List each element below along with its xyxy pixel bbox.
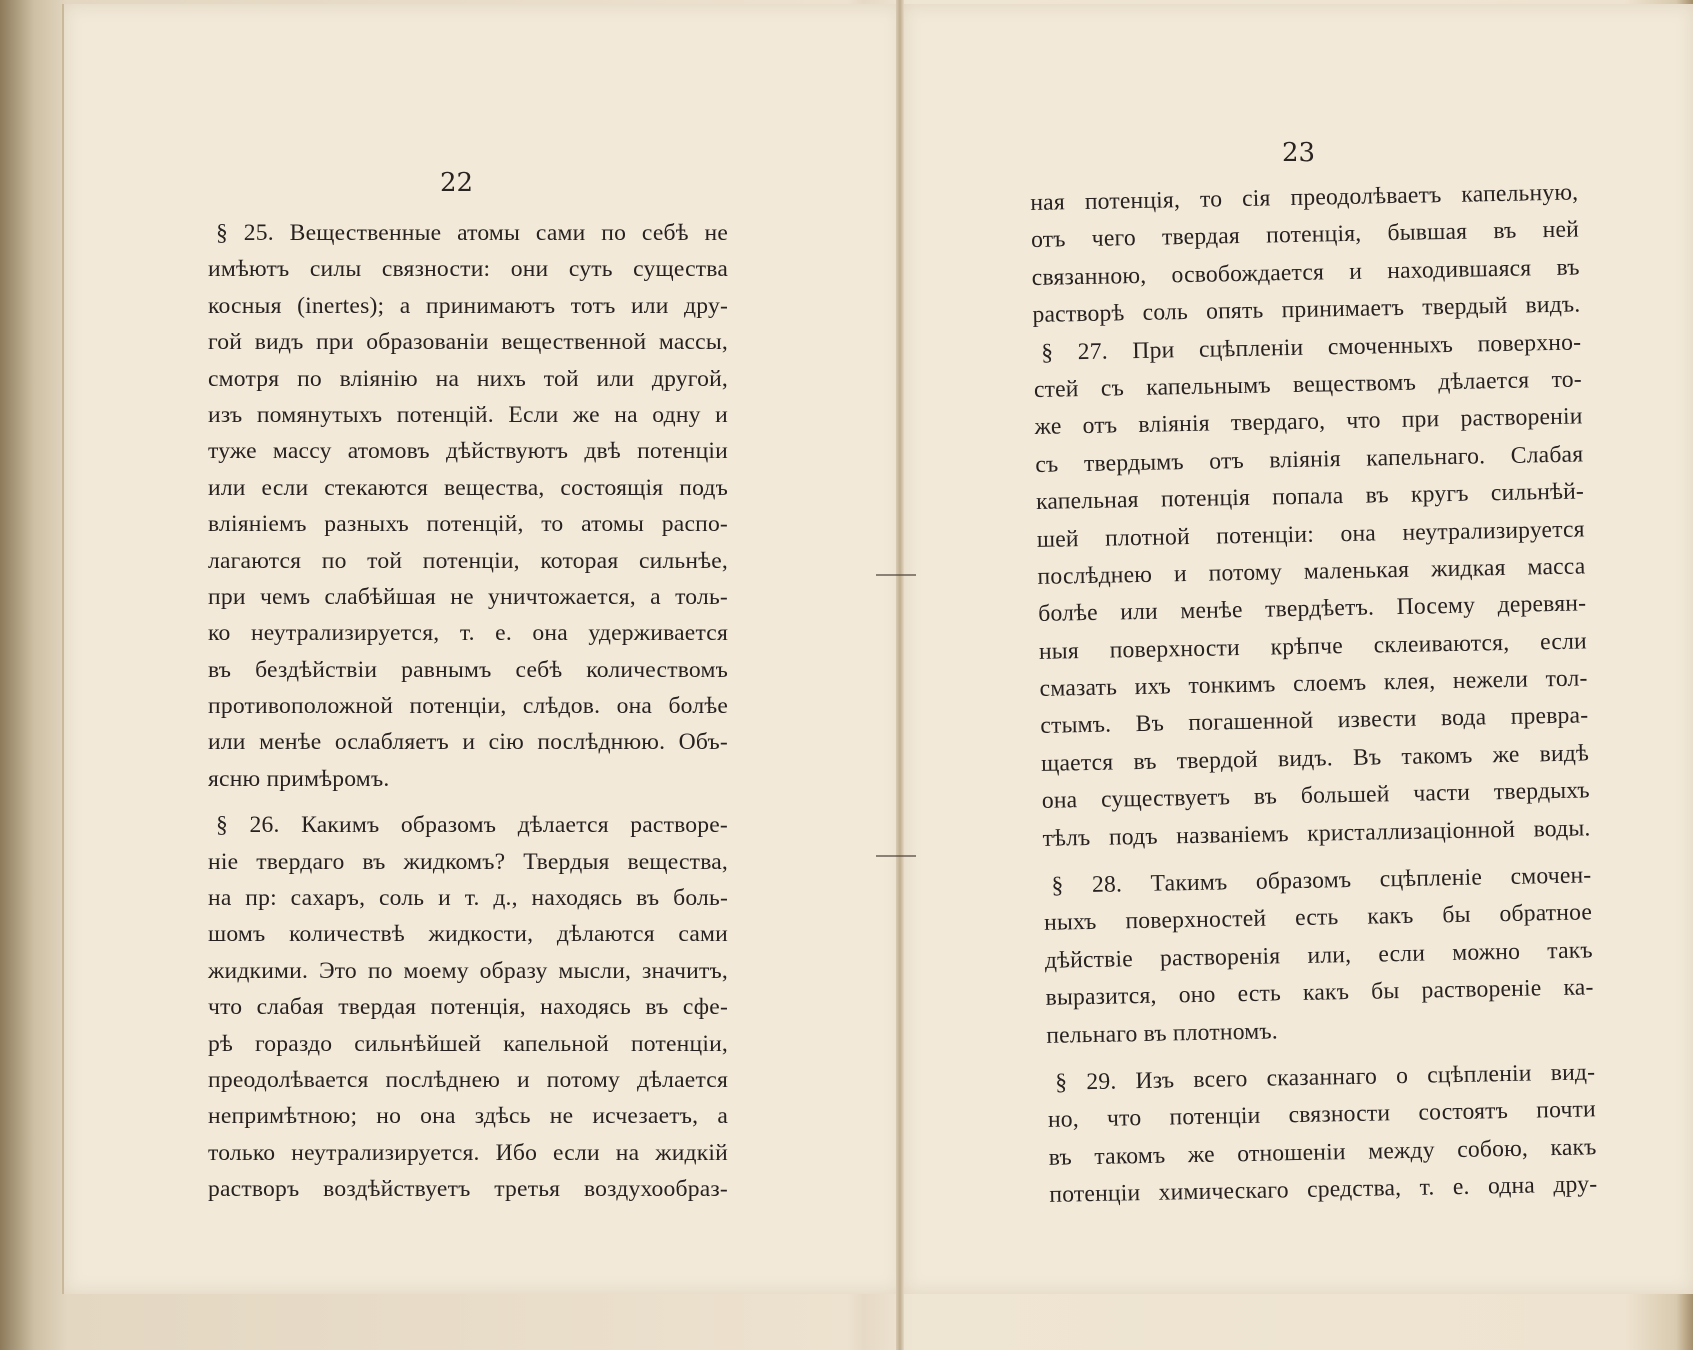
text-line: § 27. При сцѣпленіи смоченныхъ поверхно- bbox=[1040, 329, 1582, 366]
text-line: изъ помянутыхъ потенцій. Если же на одну и bbox=[208, 401, 728, 428]
text-line: шомъ количествѣ жидкости, дѣлаются сами bbox=[208, 921, 728, 948]
text-line: § 26. Какимъ образомъ дѣлается растворе- bbox=[216, 812, 728, 839]
text-line: лагаются по той потенціи, которая сильнѣе, bbox=[208, 547, 728, 574]
left-page-text bbox=[208, 215, 728, 1208]
right-page-number: 23 bbox=[1282, 138, 1316, 168]
text-line: жидкими. Это по моему образу мысли, значитъ, bbox=[208, 957, 728, 984]
text-line: связанною, освобождается и находившаяся въ bbox=[1031, 254, 1580, 291]
text-line: § 25. Вещественные атомы сами по себѣ не bbox=[216, 220, 728, 246]
text-line: непримѣтною; но она здѣсь не исчезаетъ, а bbox=[208, 1103, 728, 1130]
text-line: ніе твердаго въ жидкомъ? Твердыя вещества, bbox=[208, 848, 728, 875]
text-line: только неутрализируется. Ибо если на жидкій bbox=[208, 1139, 728, 1166]
text-line: ясню примѣромъ. bbox=[208, 765, 390, 792]
text-line: послѣднею и потому маленькая жидкая масса bbox=[1037, 553, 1586, 590]
text-line: стей съ капельнымъ веществомъ дѣлается то- bbox=[1033, 366, 1583, 403]
text-line: отъ чего твердая потенція, бывшая въ ней bbox=[1030, 216, 1580, 254]
text-line: рѣ гораздо сильнѣйшей капельной потенціи, bbox=[208, 1030, 728, 1057]
text-line: но, что потенціи связности состоятъ почти bbox=[1047, 1096, 1597, 1134]
text-line: вліяніемъ разныхъ потенцій, то атомы распо- bbox=[208, 511, 728, 538]
text-line: выразится, оно есть какъ бы раствореніе ка- bbox=[1045, 974, 1594, 1012]
text-line: болѣе или менѣе твердѣетъ. Посему деревян- bbox=[1037, 590, 1587, 628]
text-line: она существуетъ въ большей части твердыхъ bbox=[1041, 777, 1590, 815]
text-line: что слабая твердая потенція, находясь въ сфе- bbox=[208, 994, 728, 1021]
text-line: при чемъ слабѣйшая не уничтожается, а толь- bbox=[208, 583, 728, 610]
text-line: ныя поверхности крѣпче склеиваются, если bbox=[1038, 628, 1588, 665]
text-line: имѣютъ силы связности: они суть существа bbox=[208, 256, 728, 283]
text-line: дѣйствіе растворенія или, если можно такъ bbox=[1044, 937, 1594, 974]
text-line: въ такомъ же отношеніи между собою, какъ bbox=[1048, 1134, 1597, 1171]
text-line: § 28. Такимъ образомъ сцѣпленіе смочен- bbox=[1051, 862, 1592, 899]
right-page-text bbox=[1030, 174, 1598, 1214]
text-line: противоположной потенціи, слѣдов. она болѣе bbox=[208, 693, 728, 720]
gutter-crease bbox=[876, 855, 916, 857]
text-line: ко неутрализируется, т. е. она удерживается bbox=[208, 620, 728, 647]
left-page-number: 22 bbox=[440, 168, 474, 198]
text-line: капельная потенція попала въ кругъ сильнѣй- bbox=[1035, 478, 1585, 516]
text-line: смазать ихъ тонкимъ слоемъ клея, нежели тол- bbox=[1039, 665, 1588, 702]
text-line: потенціи химическаго средства, т. е. одна дру- bbox=[1049, 1171, 1598, 1208]
text-line: тѣлъ подъ названіемъ кристаллизаціонной воды. bbox=[1042, 815, 1591, 852]
text-line: ныхъ поверхностей есть какъ бы обратное bbox=[1043, 899, 1593, 937]
text-line: же отъ вліянія твердаго, что при раствореніи bbox=[1034, 403, 1583, 441]
gutter-crease bbox=[876, 574, 916, 576]
text-line: туже массу атомовъ дѣйствуютъ двѣ потенціи bbox=[208, 438, 728, 465]
text-line: пельнаго въ плотномъ. bbox=[1046, 1017, 1279, 1049]
text-line: въ бездѣйствіи равнымъ себѣ количествомъ bbox=[208, 656, 728, 683]
text-line: смотря по вліянію на нихъ той или другой, bbox=[208, 365, 728, 392]
text-line: стымъ. Въ погашенной извести вода превра- bbox=[1040, 702, 1589, 740]
text-line: съ твердымъ отъ вліянія капельнаго. Слабая bbox=[1035, 441, 1584, 478]
text-line: шей плотной потенціи: она неутрализируется bbox=[1036, 515, 1585, 553]
book-gutter bbox=[896, 0, 904, 1350]
text-line: ная потенція, то сія преодолѣваетъ капельную, bbox=[1030, 179, 1579, 216]
text-line: растворъ воздѣйствуетъ третья воздухообраз- bbox=[208, 1176, 728, 1203]
text-line: § 29. Изъ всего сказаннаго о сцѣпленіи вид- bbox=[1054, 1059, 1596, 1096]
text-line: растворѣ соль опять принимаетъ твердый видъ. bbox=[1032, 291, 1581, 329]
text-line: на пр: сахаръ, соль и т. д., находясь въ боль- bbox=[208, 885, 728, 912]
text-line: гой видъ при образованіи вещественной массы, bbox=[208, 329, 728, 356]
text-line: или менѣе ослабляетъ и сію послѣднюю. Объ- bbox=[208, 729, 728, 756]
text-line: преодолѣвается послѣднею и потому дѣлается bbox=[208, 1066, 728, 1093]
text-line: или если стекаются вещества, состоящія подъ bbox=[208, 474, 728, 501]
text-line: косныя (inertes); а принимаютъ тотъ или дру- bbox=[208, 292, 728, 319]
text-line: щается въ твердой видъ. Въ такомъ же видѣ bbox=[1040, 740, 1590, 777]
